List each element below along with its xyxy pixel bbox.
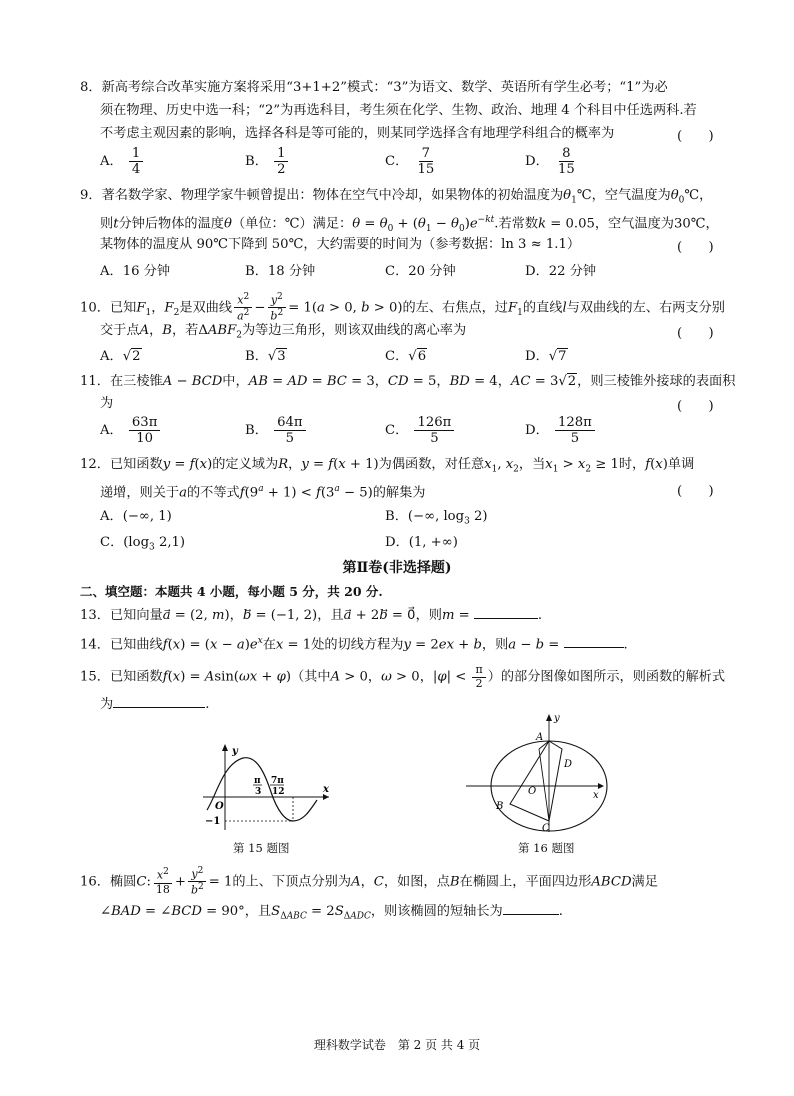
- q8-option-a: A． $\frac{1}{4}$: [100, 146, 145, 177]
- q8-line3: 不考虑主观因素的影响，选择各科是等可能的，则某同学选择含有地理学科组合的概率为: [100, 126, 615, 141]
- q10-line2: 交于点A，B，若$\Delta ABF_2$为等边三角形，则该双曲线的离心率为: [100, 323, 467, 341]
- q12-option-d: D．(1, +∞): [385, 535, 458, 550]
- figure-15-sine-graph: [195, 742, 335, 834]
- q10-option-b: B．√3: [245, 349, 286, 364]
- fig15-label-neg1: −1: [205, 816, 221, 827]
- fig16-label-x: x: [593, 790, 599, 801]
- q8-line1: 8．新高考综合改革实施方案将采用“3+1+2”模式：“3”为语文、数学、英语所有学生必考；“1”为必: [80, 80, 668, 95]
- q11-line2: 为: [100, 396, 114, 411]
- q12-option-c: C．($\log_3$ 2,1): [100, 535, 186, 553]
- figure-15-caption: 第 15 题图: [233, 841, 290, 855]
- q14-blank[interactable]: [564, 647, 624, 648]
- q15-blank[interactable]: [113, 707, 205, 708]
- q10-option-d: D．√7: [525, 349, 567, 364]
- q10-line1: 10．已知$F_1$，$F_2$是双曲线 $\frac{x^2}{a^2}$ − $\frac{y^2}{b^2}$ = 1(a > 0, b > 0)的左、右焦点，过$F_1$的直线l与双曲线的左、右两支分别: [80, 292, 725, 323]
- q15-line1: 15．已知函数f(x) = Asin(ωx + φ)（其中A > 0，ω > 0，|φ| < $\frac{\pi}{2}$ ）的部分图像如图所示，则函数的解析式: [80, 663, 726, 690]
- q16-line1: 16．椭圆C: $\frac{x^2}{18}$ + $\frac{y^2}{b^2}$ = 1的上、下顶点分别为A，C，如图，点B在椭圆上，平面四边形ABCD满足: [80, 866, 658, 897]
- q11-option-b: B． $\frac{64\pi}{5}$: [245, 415, 308, 446]
- fig15-tick-pi3-num: π: [254, 776, 261, 786]
- q10-answer-paren: ( ): [677, 326, 714, 341]
- fig15-label-y: y: [232, 746, 238, 757]
- q8-line2: 须在物理、历史中选一科；“2”为再选科目，考生须在化学、生物、政治、地理 4 个科目中任选两科.若: [100, 103, 697, 118]
- q9-option-b: B．18 分钟: [245, 264, 316, 279]
- q11-answer-paren: ( ): [677, 399, 714, 414]
- q12-answer-paren: ( ): [677, 484, 714, 499]
- q8-option-c: C． $\frac{7}{15}$: [385, 146, 435, 178]
- fill-in-header: 二、填空题：本题共 4 小题，每小题 5 分，共 20 分.: [80, 584, 383, 599]
- q12-option-b: B．(−∞, $\log_3 2$): [385, 509, 488, 527]
- q11-option-c: C． $\frac{126\pi}{5}$: [385, 415, 456, 446]
- q16-line2: ∠BAD = ∠BCD = 90°，且$S_{\Delta ABC} = 2S_{\Delta ADC}$，则该椭圆的短轴长为 .: [100, 904, 563, 922]
- fig16-label-origin: O: [528, 786, 537, 797]
- q15-line2: 为 .: [100, 697, 210, 712]
- q10-option-a: A．√2: [100, 349, 141, 364]
- fig16-label-c: C: [542, 823, 550, 834]
- figure-16-caption: 第 16 题图: [518, 841, 575, 855]
- q10-option-c: C．√6: [385, 349, 427, 364]
- fig16-quadrilateral: [510, 741, 562, 821]
- q9-option-c: C．20 分钟: [385, 264, 456, 279]
- q9-option-a: A．16 分钟: [100, 264, 171, 279]
- fig16-label-d: D: [564, 759, 573, 770]
- q8-answer-paren: ( ): [677, 129, 714, 144]
- q12-option-a: A．(−∞, 1): [100, 509, 172, 524]
- q9-line2: 则t分钟后物体的温度θ（单位：℃）满足：$\theta = \theta_0 + (\theta_1 - \theta_0)e^{-kt}$.若常数k = 0.05，空气温度为30℃，: [100, 215, 719, 235]
- q12-line1: 12．已知函数y = f(x)的定义域为R，y = f(x + 1)为偶函数，对任意$x_1$, $x_2$，当$x_1 > x_2 \ge 1$时，f(x)单调: [80, 457, 695, 475]
- q8-option-b: B． $\frac{1}{2}$: [245, 146, 290, 177]
- fig16-label-y: y: [554, 713, 560, 724]
- q9-answer-paren: ( ): [677, 240, 714, 255]
- q16-blank[interactable]: [503, 914, 559, 915]
- fig15-tick-7pi12-num: 7π: [271, 776, 284, 786]
- q9-line1: 9．著名数学家、物理学家牛顿曾提出：物体在空气中冷却，如果物体的初始温度为$\theta_1℃$，空气温度为$\theta_0℃$，: [80, 188, 713, 206]
- figure-16-ellipse-diagram: [462, 712, 612, 834]
- section-title: 第Ⅱ卷(非选择题): [342, 560, 452, 576]
- q11-option-a: A． $\frac{63\pi}{10}$: [100, 415, 162, 446]
- q9-option-d: D．22 分钟: [525, 264, 597, 279]
- fig16-label-a: A: [536, 732, 544, 743]
- q14-line: 14．已知曲线$f(x) = (x - a)e^x$在x = 1处的切线方程为y = 2ex + b，则a − b = .: [80, 636, 628, 653]
- fig15-tick-7pi12-den: 12: [272, 787, 285, 797]
- fig16-label-b: B: [496, 801, 504, 812]
- q11-option-d: D． $\frac{128\pi}{5}$: [525, 415, 597, 446]
- q9-line3: 某物体的温度从 90℃下降到 50℃，大约需要的时间为（参考数据：ln 3 ≈ 1.1）: [100, 237, 581, 252]
- q11-line1: 11．在三棱锥A − BCD中，AB = AD = BC = 3，CD = 5，BD = 4，AC = 3√2，则三棱锥外接球的表面积: [80, 374, 736, 389]
- fig15-label-x: x: [323, 784, 329, 795]
- q8-option-d: D． $\frac{8}{15}$: [525, 146, 575, 178]
- q13-line: 13．已知向量a⃗ = (2, m)，b⃗ = (−1, 2)，且a⃗ + 2b⃗ = 0⃗，则m = .: [80, 608, 543, 623]
- q13-blank[interactable]: [474, 618, 538, 619]
- q12-line2: 递增，则关于a的不等式$f(9^a + 1) < f(3^a - 5)$的解集为: [100, 484, 426, 501]
- fig15-label-origin: O: [215, 801, 224, 812]
- page-footer: 理科数学试卷 第 2 页 共 4 页: [313, 1038, 481, 1052]
- fig15-tick-pi3-den: 3: [255, 787, 262, 797]
